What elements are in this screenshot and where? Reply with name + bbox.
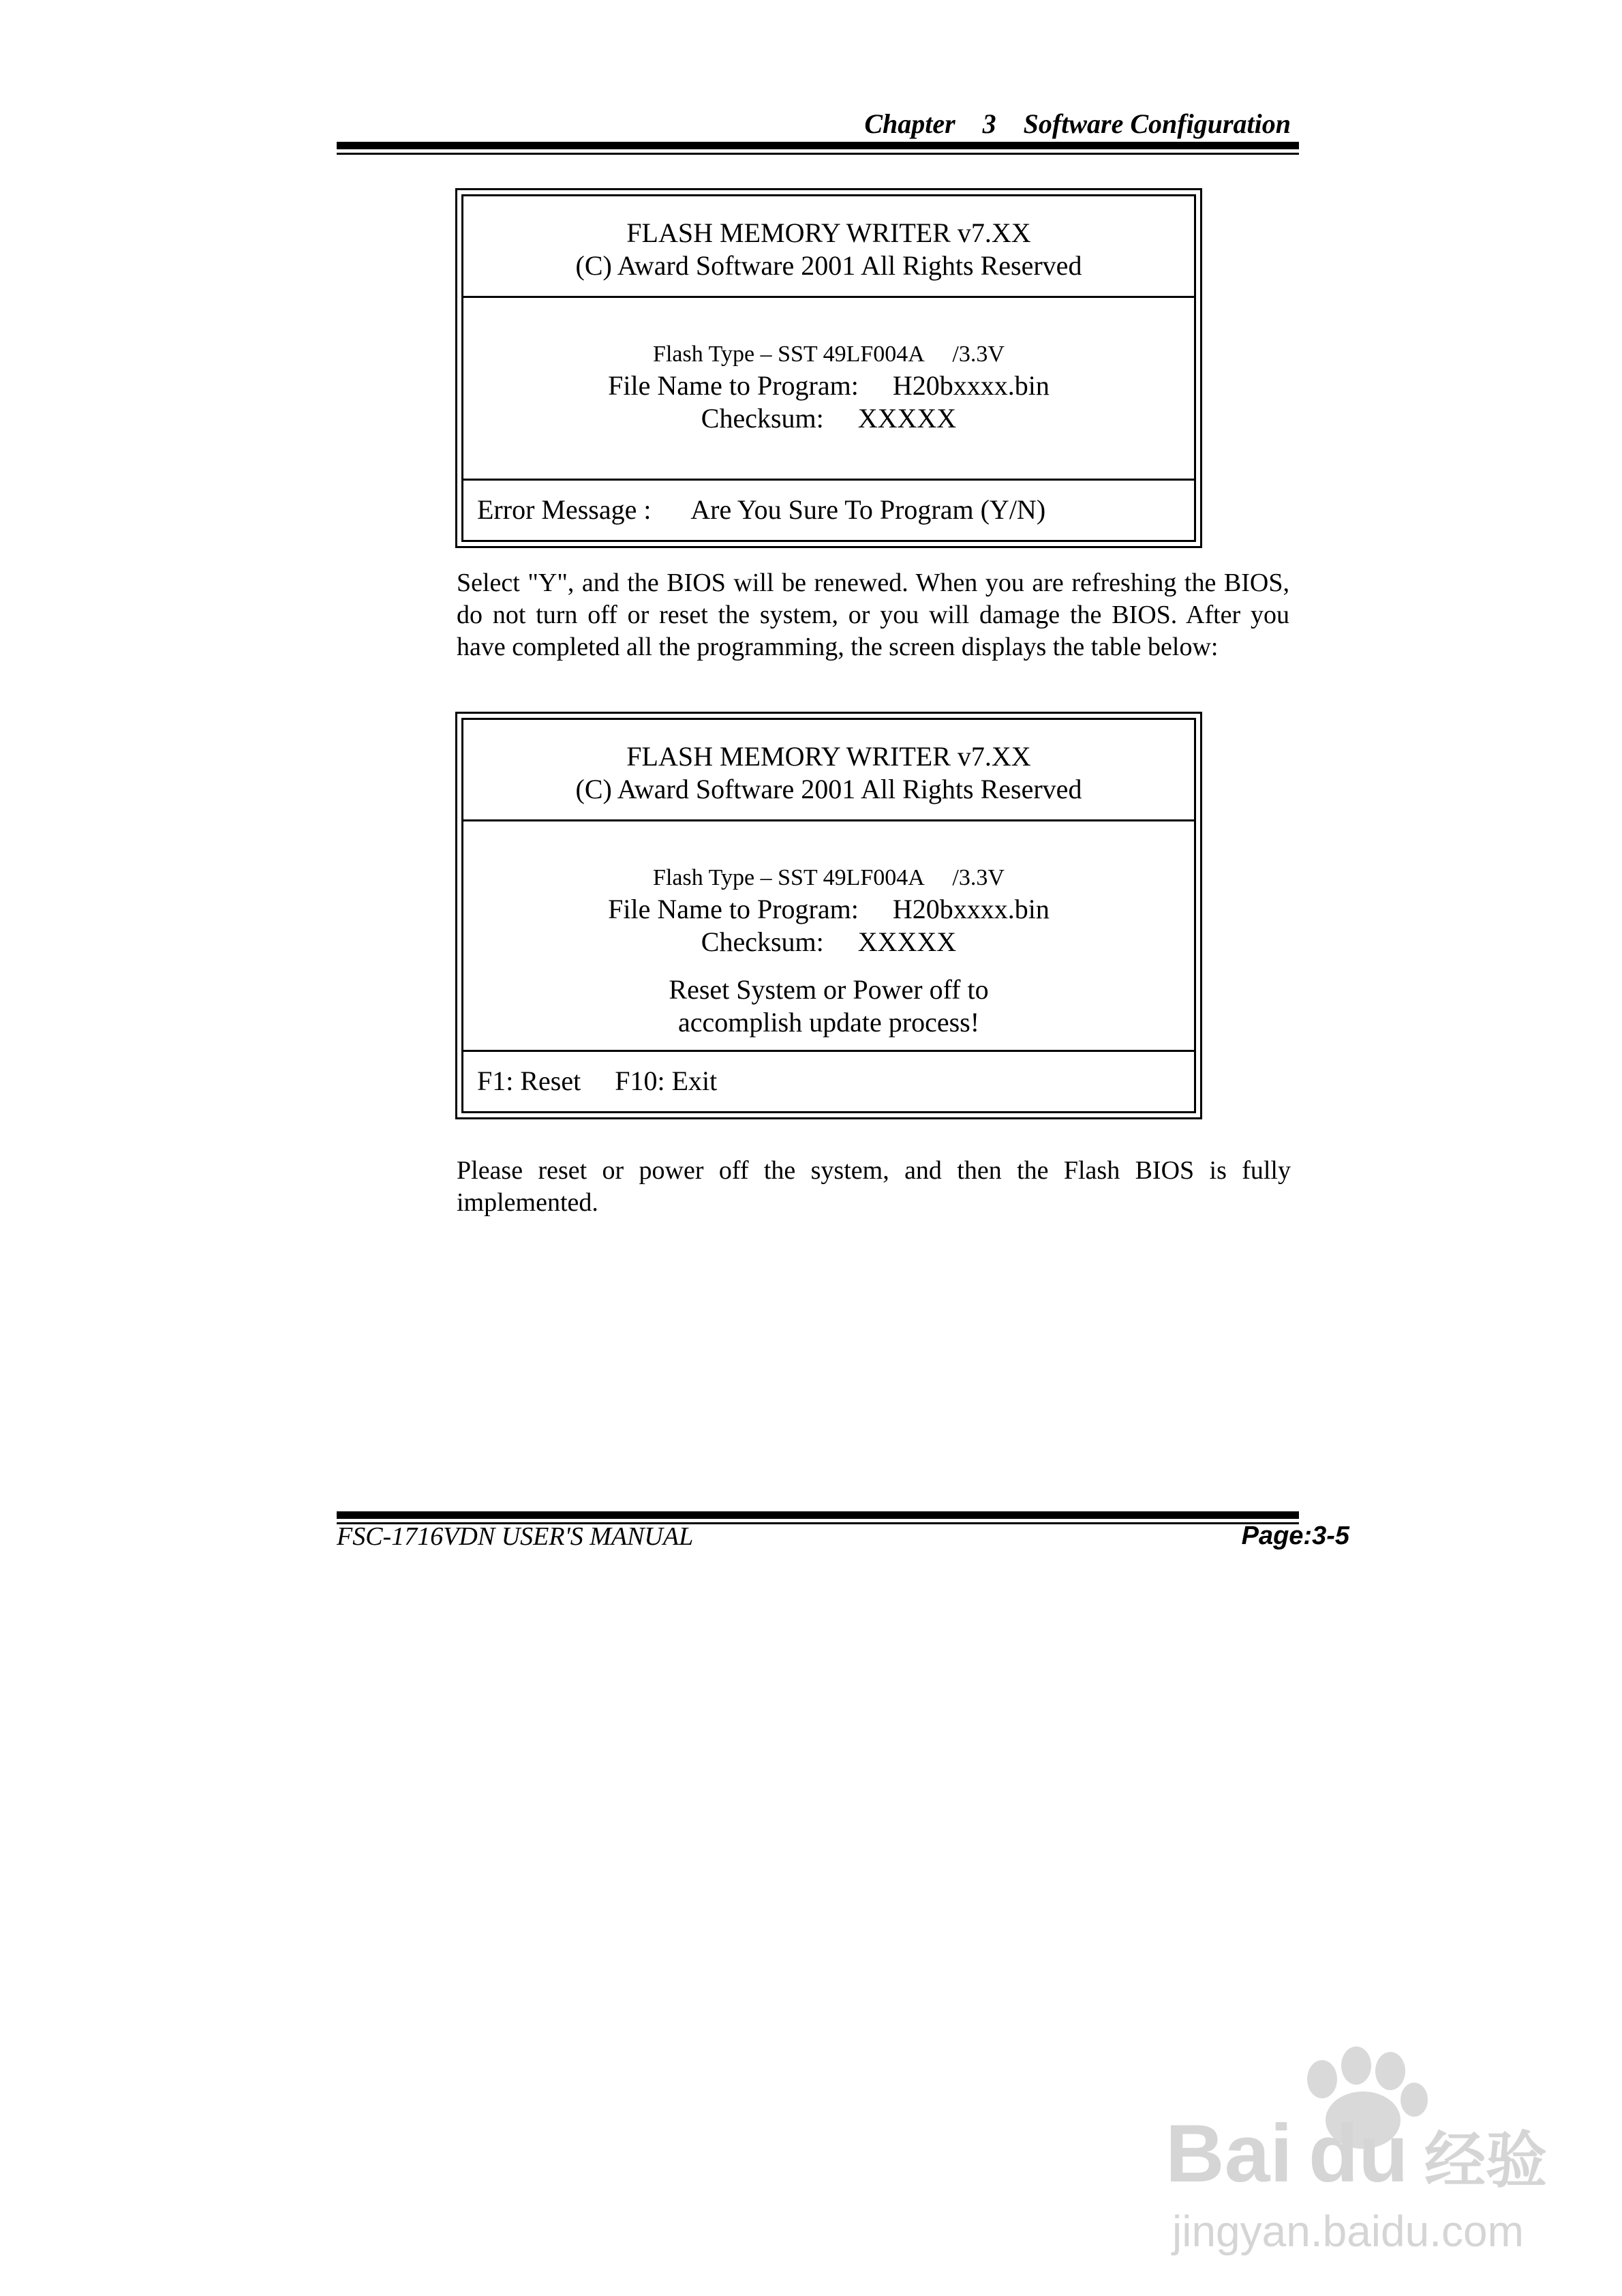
box1-copyright: (C) Award Software 2001 All Rights Reserved	[575, 250, 1082, 281]
baidu-watermark	[1152, 2038, 1547, 2263]
box2-title-section	[463, 740, 1194, 806]
box2-reset-line1: Reset System or Power off to	[669, 974, 989, 1005]
box2-key-hints: F1: Reset F10: Exit	[477, 1066, 718, 1096]
flash-writer-box-1-inner	[461, 194, 1196, 542]
flash-writer-box-1	[455, 188, 1202, 548]
box2-flash-type: Flash Type – SST 49LF004A /3.3V	[653, 865, 1005, 890]
manual-name: FSC-1716VDN USER'S MANUAL	[337, 1522, 694, 1551]
header-rule	[337, 142, 1299, 149]
box1-error-message: Error Message : Are You Sure To Program (Y/N)	[477, 494, 1046, 525]
header-rule-thin	[337, 153, 1299, 155]
watermark-chinese: 经验	[1424, 2125, 1547, 2196]
box2-checksum: Checksum: XXXXX	[701, 926, 957, 957]
box1-flash-type: Flash Type – SST 49LF004A /3.3V	[653, 342, 1005, 367]
box2-info-section	[463, 863, 1194, 1039]
footer-rule	[337, 1511, 1299, 1519]
box1-divider-bottom	[463, 479, 1194, 481]
box2-copyright: (C) Award Software 2001 All Rights Reserved	[575, 774, 1082, 804]
flash-writer-box-2-inner	[461, 718, 1196, 1113]
box2-file-name: File Name to Program: H20bxxxx.bin	[608, 894, 1050, 924]
box1-checksum: Checksum: XXXXX	[701, 403, 957, 434]
page-number: Page:3-5	[1241, 1522, 1349, 1550]
svg-text:du: du	[1309, 2108, 1409, 2199]
box2-title: FLASH MEMORY WRITER v7.XX	[626, 741, 1031, 772]
chapter-header: Chapter 3 Software Configuration	[864, 108, 1291, 139]
paragraph-conclusion: Please reset or power off the system, and then the Flash BIOS is fully implemented.	[457, 1156, 1291, 1217]
box2-divider-bottom	[463, 1050, 1194, 1052]
watermark-url: jingyan.baidu.com	[1172, 2207, 1524, 2256]
box2-reset-line2: accomplish update process!	[677, 1007, 980, 1038]
box1-file-name: File Name to Program: H20bxxxx.bin	[608, 370, 1050, 401]
box1-divider-top	[463, 296, 1194, 298]
flash-writer-box-2	[455, 712, 1202, 1119]
watermark-brand: Bai	[1165, 2108, 1293, 2199]
box1-title: FLASH MEMORY WRITER v7.XX	[626, 217, 1031, 248]
box1-title-section	[463, 217, 1194, 282]
box2-divider-top	[463, 819, 1194, 821]
paragraph-instructions: Select "Y", and the BIOS will be renewed. When you are refreshing the BIOS, do not turn off or reset the system, or you will damage the BIOS. After you have completed all the programming, the screen displays the table below:	[457, 569, 1289, 661]
box1-info-section	[463, 339, 1194, 435]
